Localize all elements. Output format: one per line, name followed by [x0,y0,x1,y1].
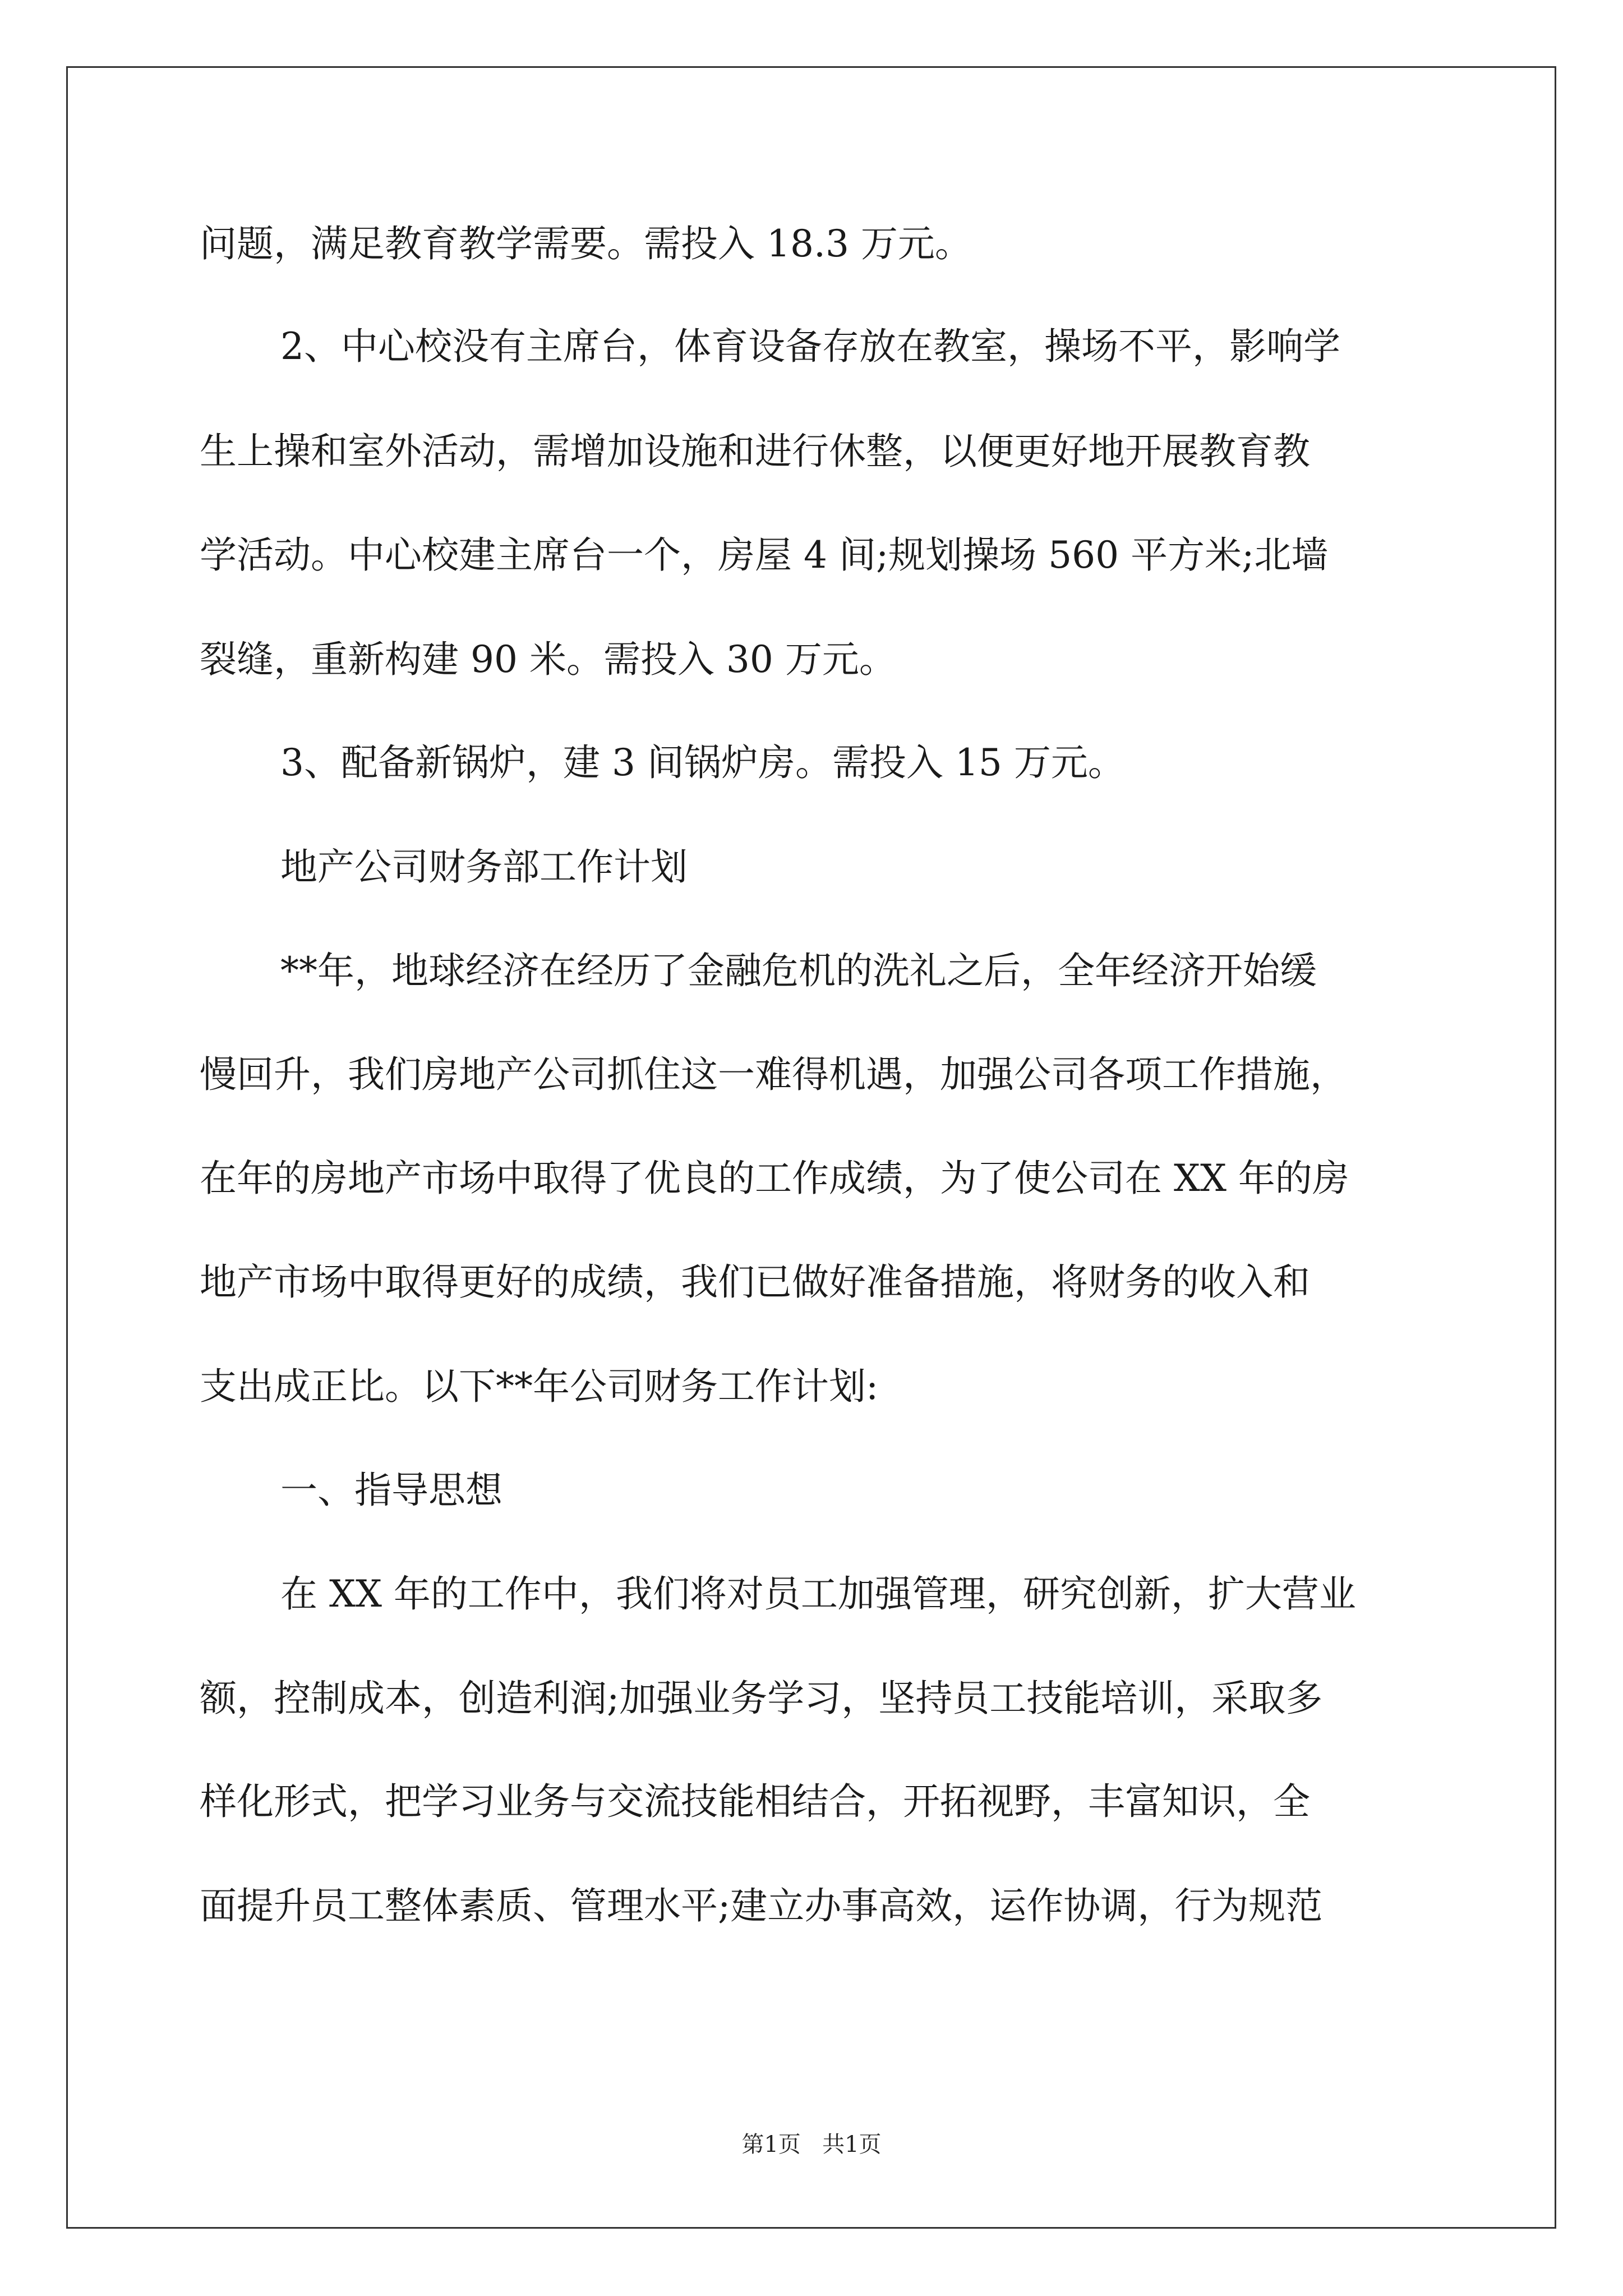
text-line: 生上操和室外活动，需增加设施和进行休整，以便更好地开展教育教 [200,430,1310,473]
section-heading: 一、指导思想 [280,1469,502,1512]
text-line: 慢回升，我们房地产公司抓住这一难得机遇，加强公司各项工作措施， [200,1053,1347,1096]
text-line: 在年的房地产市场中取得了优良的工作成绩，为了使公司在 XX 年的房 [200,1157,1349,1200]
text-line: 学活动。中心校建主席台一个，房屋 4 间;规划操场 560 平方米;北墙 [200,533,1329,577]
text-line: 3、配备新锅炉，建 3 间锅炉房。需投入 15 万元。 [280,741,1125,784]
text-line: 支出成正比。以下**年公司财务工作计划: [200,1365,879,1408]
text-line: 2、中心校没有主席台，体育设备存放在教室，操场不平，影响学 [280,325,1340,368]
page-number: 第1页 [741,2132,801,2157]
section-title: 地产公司财务部工作计划 [280,845,688,889]
page-footer [0,2131,1623,2159]
text-line: 问题，满足教育教学需要。需投入 18.3 万元。 [200,222,972,265]
text-line: 额，控制成本，创造利润;加强业务学习，坚持员工技能培训，采取多 [200,1677,1323,1720]
text-line: 在 XX 年的工作中，我们将对员工加强管理，研究创新，扩大营业 [280,1572,1356,1616]
text-line: 样化形式，把学习业务与交流技能相结合，开拓视野，丰富知识，全 [200,1780,1310,1823]
text-line: 裂缝，重新构建 90 米。需投入 30 万元。 [200,638,896,681]
text-line: 地产市场中取得更好的成绩，我们已做好准备措施，将财务的收入和 [200,1260,1310,1304]
page-total: 共1页 [822,2132,882,2157]
text-line: **年，地球经济在经历了金融危机的洗礼之后，全年经济开始缓 [280,949,1317,992]
text-line: 面提升员工整体素质、管理水平;建立办事高效，运作协调，行为规范 [200,1884,1323,1927]
